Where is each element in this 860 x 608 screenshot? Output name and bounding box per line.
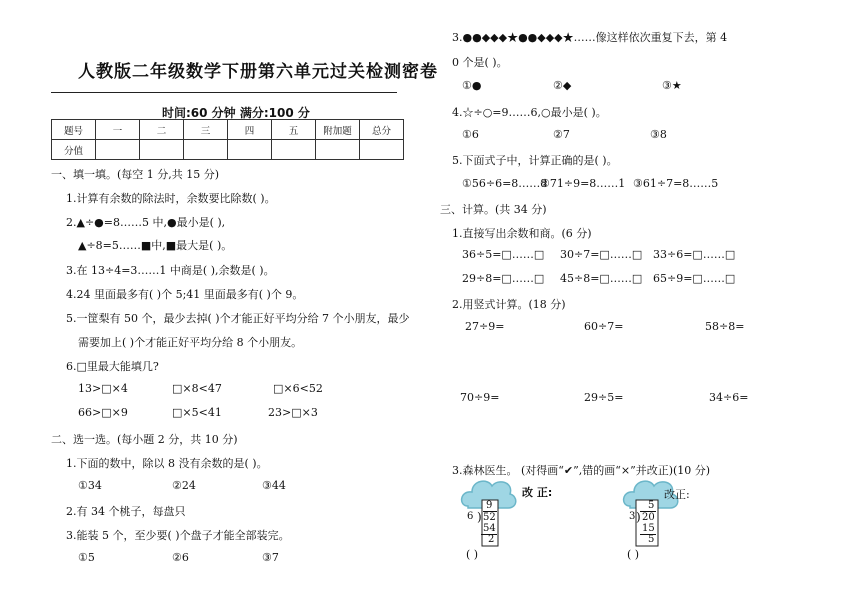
choice-question-3: 3.能装 5 个，至少要( )个盘子才能全部装完。 — [66, 529, 290, 542]
choice-option[interactable]: ②6 — [172, 551, 189, 564]
page-title: 人教版二年级数学下册第六单元过关检测密卷 — [78, 62, 438, 82]
choice-option[interactable]: ②◆ — [553, 79, 572, 92]
calc-item: 29÷8=□……□ — [462, 272, 545, 285]
vertical-calc-item: 34÷6= — [709, 391, 749, 404]
remainder-digit: 2 — [488, 534, 495, 545]
choice-option[interactable]: ②7 — [553, 128, 570, 141]
exam-meta: 时间:60 分钟 满分:100 分 — [162, 106, 310, 120]
divisor-digit: 3 — [629, 511, 636, 522]
divisor-digit: 6 — [467, 511, 474, 522]
remainder-digit: 5 — [648, 534, 655, 545]
question-1-5b: 需要加上( )个才能正好平均分给 8 个小朋友。 — [78, 336, 303, 349]
choice-question-1: 1.下面的数中，除以 8 没有余数的是( )。 — [66, 457, 268, 470]
choice-option[interactable]: ③7 — [262, 551, 279, 564]
fix-label: 改 正: — [522, 486, 553, 499]
vertical-calc-item: 27÷9= — [465, 320, 505, 333]
score-header-row — [52, 120, 404, 140]
choice-option[interactable]: ①56÷6=8……8 — [462, 177, 548, 190]
choice-option[interactable]: ①6 — [462, 128, 479, 141]
quotient-digit: 9 — [486, 500, 493, 511]
fix-label: 改正: — [664, 488, 690, 501]
choice-option[interactable]: ②71÷9=8……1 — [540, 177, 626, 190]
score-cell[interactable] — [96, 140, 140, 160]
choice-option[interactable]: ③61÷7=8……5 — [633, 177, 719, 190]
fill-item: 13>□×4 — [78, 382, 128, 395]
fill-item: □×8<47 — [172, 382, 222, 395]
division-bracket: ) — [477, 510, 482, 524]
calc-item: 36÷5=□……□ — [462, 248, 545, 261]
question-1-4: 4.24 里面最多有( )个 5;41 里面最多有( )个 9。 — [66, 288, 304, 301]
fill-item: 23>□×3 — [268, 406, 318, 419]
choice-question-2: 2.有 34 个桃子，每盘只 — [66, 505, 186, 518]
question-1-6: 6.□里最大能填几? — [66, 360, 159, 373]
choice-question-r4: 4.☆÷○=9……6,○最小是( )。 — [452, 106, 607, 119]
choice-option[interactable]: ③44 — [262, 479, 286, 492]
choice-option[interactable]: ①5 — [78, 551, 95, 564]
product-digits: 15 — [642, 523, 655, 534]
calc-item: 45÷8=□……□ — [560, 272, 643, 285]
division-bracket: ) — [636, 510, 641, 524]
score-header-cell: 五 — [272, 120, 316, 140]
score-header-cell: 四 — [228, 120, 272, 140]
score-header-cell: 二 — [140, 120, 184, 140]
question-1-2a: 2.▲÷●=8……5 中,●最小是( ), — [66, 216, 226, 229]
calc-item: 30÷7=□……□ — [560, 248, 643, 261]
vertical-calc-item: 60÷7= — [584, 320, 624, 333]
question-1-2b: ▲÷8=5……■中,■最大是( )。 — [78, 239, 233, 252]
calc-question-2: 2.用竖式计算。(18 分) — [452, 298, 566, 311]
question-1-5a: 5.一筐梨有 50 个，最少去掉( )个才能正好平均分给 7 个小朋友，最少 — [66, 312, 410, 325]
vertical-calc-item: 70÷9= — [460, 391, 500, 404]
score-cell[interactable] — [184, 140, 228, 160]
score-cell[interactable] — [228, 140, 272, 160]
product-digits: 54 — [483, 523, 496, 534]
question-1-1: 1.计算有余数的除法时，余数要比除数( )。 — [66, 192, 276, 205]
score-cell[interactable] — [360, 140, 404, 160]
score-cell[interactable] — [272, 140, 316, 160]
choice-option[interactable]: ③★ — [662, 79, 682, 92]
calc-question-3: 3.森林医生。 (对得画“✔”,错的画“×”并改正)(10 分) — [452, 464, 711, 477]
dividend-digits: 52 — [483, 512, 496, 523]
calc-question-1: 1.直接写出余数和商。(6 分) — [452, 227, 592, 240]
section-1-heading: 一、填一填。(每空 1 分,共 15 分) — [51, 168, 220, 181]
score-row-label: 分值 — [52, 140, 96, 160]
choice-option[interactable]: ②24 — [172, 479, 196, 492]
judge-bracket[interactable]: ( ) — [627, 548, 640, 561]
section-3-heading: 三、计算。(共 34 分) — [440, 203, 547, 216]
choice-question-r3b: 0 个是( )。 — [452, 56, 508, 69]
choice-option[interactable]: ①34 — [78, 479, 102, 492]
judge-bracket[interactable]: ( ) — [466, 548, 479, 561]
fill-item: □×6<52 — [273, 382, 323, 395]
choice-option[interactable]: ③8 — [650, 128, 667, 141]
score-header-cell: 总分 — [360, 120, 404, 140]
quotient-digit: 5 — [648, 500, 655, 511]
choice-question-r5: 5.下面式子中，计算正确的是( )。 — [452, 154, 618, 167]
calc-item: 65÷9=□……□ — [653, 272, 736, 285]
fill-item: 66>□×9 — [78, 406, 128, 419]
score-table — [51, 119, 404, 160]
vertical-calc-item: 58÷8= — [705, 320, 745, 333]
question-1-3: 3.在 13÷4=3……1 中商是( ),余数是( )。 — [66, 264, 275, 277]
score-cell[interactable] — [140, 140, 184, 160]
score-value-row — [52, 140, 404, 160]
fill-item: □×5<41 — [172, 406, 222, 419]
choice-option[interactable]: ①● — [462, 79, 482, 92]
calc-item: 33÷6=□……□ — [653, 248, 736, 261]
dividend-digits: 20 — [642, 512, 655, 523]
title-rule — [51, 92, 397, 93]
score-header-cell: 一 — [96, 120, 140, 140]
score-header-cell: 题号 — [52, 120, 96, 140]
score-cell[interactable] — [316, 140, 360, 160]
choice-question-r3a: 3.●●◆◆◆★●●◆◆◆★……像这样依次重复下去，第 4 — [452, 31, 728, 44]
score-header-cell: 附加题 — [316, 120, 360, 140]
score-header-cell: 三 — [184, 120, 228, 140]
section-2-heading: 二、选一选。(每小题 2 分，共 10 分) — [51, 433, 238, 446]
vertical-calc-item: 29÷5= — [584, 391, 624, 404]
